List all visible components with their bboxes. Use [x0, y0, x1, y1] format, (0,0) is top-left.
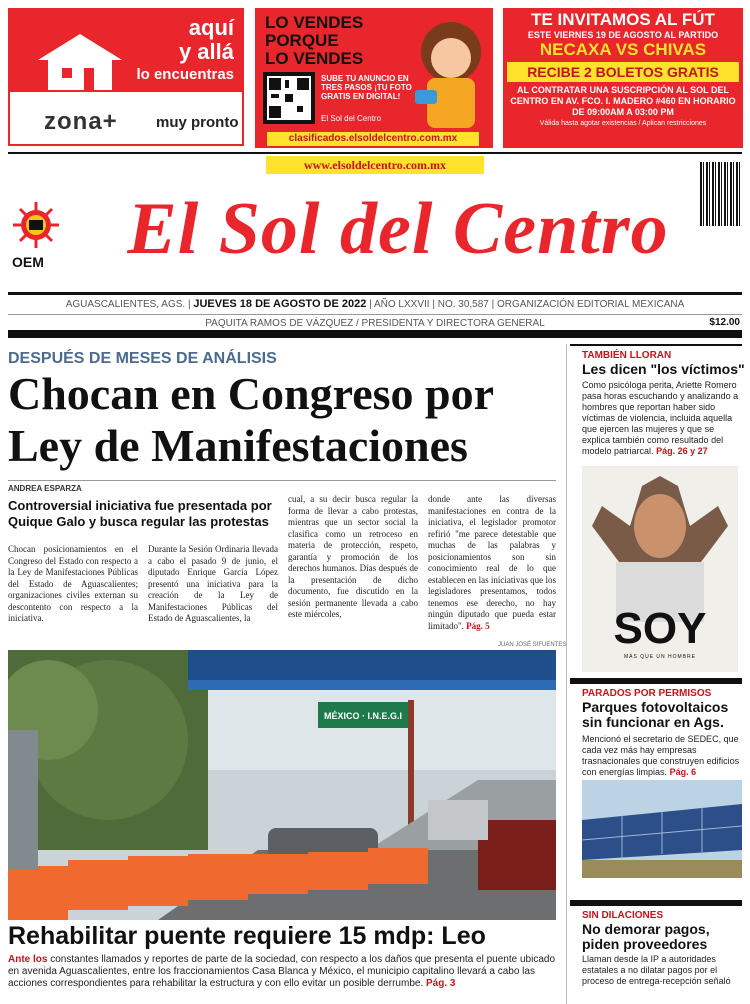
divider — [8, 152, 742, 154]
ad-zona-sub: lo encuentras — [136, 66, 234, 83]
ad-clasificados[interactable] — [255, 8, 493, 148]
solar-panels-photo[interactable] — [582, 780, 742, 878]
woman-illustration-icon — [411, 12, 489, 128]
sidebar-3-headline[interactable]: No demorar pagos, piden proveedores — [582, 921, 710, 952]
ad-zona[interactable] — [8, 8, 244, 146]
article-column-2: Durante la Sesión Ordinaria llevada a cabo el pasado 9 de junio, el diputado Enrique García López presentó una iniciativa para la creación de la Ley de Manifestaciones Públicas del Estado de Aguascalientes, la — [148, 544, 278, 623]
page-ref[interactable]: Pág. 26 y 27 — [656, 446, 708, 456]
main-deck: Controversial iniciativa fue presentada por Quique Galo y busca regular las protestas — [8, 498, 272, 529]
ad-clasificados-sub: SUBE TU ANUNCIO EN TRES PASOS ¡TU FOTO GRATIS EN DIGITAL! — [321, 74, 412, 101]
divider — [8, 480, 556, 481]
second-headline[interactable]: Rehabilitar puente requiere 15 mdp: Leo — [8, 922, 486, 950]
oem-logo: OEM — [12, 254, 44, 270]
page-ref[interactable]: Pág. 6 — [669, 767, 697, 777]
sidebar-2-body: Mencionó el secretario de SEDEC, que cada vez más hay empresas trasnacionales que construyen edificios con energías limpias. Pág. 6 — [582, 734, 740, 777]
website-url[interactable]: www.elsoldelcentro.com.mx — [266, 156, 484, 174]
clasificados-url[interactable]: clasificados.elsoldelcentro.com.mx — [267, 132, 479, 146]
byline: ANDREA ESPARZA — [8, 484, 82, 493]
sidebar-3-body: Llaman desde la IP a autoridades estatales a no dilatar pagos por el proceso de entrega-recepción señaló — [582, 954, 731, 986]
facebook-handle: El Sol del Centro — [321, 114, 382, 123]
photo-credit: JUAN JOSÉ SIFUENTES — [498, 642, 567, 648]
ad-futbol-details: AL CONTRATAR UNA SUSCRIPCIÓN AL SOL DEL CENTRO EN AV. FCO. I. MADERO #460 EN HORARIO DE 09:00AM A 03:00 PM — [510, 85, 736, 117]
article-column-3: cual, a su decir busca regular la forma de llevar a cabo protestas, mientras que un sector social la clasifica como un retroceso en materia de protección, respeto, garantía y promoción de los derechos humanos. Días después de la presentación de dicho documento, fue discutido en la sesión permanente llevada a cabo este miércoles, — [288, 494, 418, 619]
house-icon — [28, 30, 132, 92]
sidebar-1-headline[interactable]: Les dicen "los víctimos" — [582, 361, 745, 377]
zona-logo: zona+ — [44, 108, 118, 135]
sidebar-2-kicker: PARADOS POR PERMISOS — [582, 688, 712, 699]
bridge-photo[interactable] — [8, 650, 556, 920]
divider — [8, 314, 742, 315]
ad-futbol-date: ESTE VIERNES 19 DE AGOSTO AL PARTIDO — [527, 30, 719, 40]
qr-code-icon[interactable] — [263, 72, 315, 124]
divider — [8, 292, 742, 295]
sidebar-1-kicker: TAMBIÉN LLORAN — [582, 350, 672, 361]
newspaper-title[interactable]: El Sol del Centro — [127, 188, 669, 270]
second-body: Ante los constantes llamados y reportes de parte de la sociedad, con respecto a los daños que presenta el puente ubicado en avenida Aguascalientes, entre los fraccionamientos Casa Blanca y México, el municipio capitalino llevará a cabo las acciones correspondientes para rehabilitar la estructura y con ello evitar un posible derrumbe. Pág. 3 — [8, 954, 556, 989]
ad-futbol-match: NECAXA VS CHIVAS — [539, 40, 707, 59]
ad-zona-text: aquí y allá — [178, 15, 234, 64]
divider — [570, 344, 742, 346]
director-line: PAQUITA RAMOS DE VÁZQUEZ / PRESIDENTA Y DIRECTORA GENERAL — [205, 318, 545, 329]
article-column-1: Chocan posicionamientos en el Congreso del Estado con respecto a la Ley de Manifestaciones Públicas del Estado de Aguascalientes; organizaciones civiles externan su descontento con respecto a la iniciativa. — [8, 544, 138, 623]
soy-title: SOY — [613, 604, 707, 653]
sun-logo-icon — [10, 200, 62, 250]
divider-thick — [570, 678, 742, 684]
price: $12.00 — [709, 317, 740, 328]
sidebar-1-body: Como psicóloga perita, Ariette Romero pasa horas escuchando y analizando a hombres que reportan haber sido víctimas de violencia, incluida aquella que ejercen las mujeres y que se explica también como resultado del modelo patriarcal. Pág. 26 y 27 — [582, 380, 739, 456]
sidebar-2-headline[interactable]: Parques fotovoltaicos sin funcionar en Ags. — [582, 699, 729, 730]
column-rule — [566, 344, 567, 1004]
main-kicker: DESPUÉS DE MESES DE ANÁLISIS — [8, 350, 277, 367]
article-column-4: donde ante las diversas manifestaciones en contra de la iniciativa, el legislador promotor refirió "me parece detestable que muchas de las palabras y posicionamientos son sin conocimiento real de lo que establecen en las iniciativas que los legisladores presentamos, todos tenemos ese derecho, no hay ningún diputado que pueda estar limitado". Pág. 5 — [428, 494, 556, 631]
ad-futbol-title: TE INVITAMOS AL FÚT — [531, 10, 715, 29]
sidebar-3-kicker: SIN DILACIONES — [582, 910, 664, 921]
divider-thick — [570, 900, 742, 906]
dateline: AGUASCALIENTES, AGS. | JUEVES 18 DE AGOSTO DE 2022 | AÑO LXXVII | NO. 30,587 | ORGANIZACIÓN EDITORIAL MEXICANA — [65, 298, 685, 310]
ad-futbol-fine: Válida hasta agotar existencias / Aplican restricciones — [539, 120, 707, 127]
ad-futbol[interactable] — [503, 8, 743, 148]
ad-futbol-offer: RECIBE 2 BOLETOS GRATIS — [507, 62, 739, 82]
page-ref[interactable]: Pág. 5 — [466, 620, 490, 631]
ad-clasificados-title: LO VENDES PORQUE LO VENDES — [265, 13, 364, 68]
soy-subtitle: MÁS QUE UN HOMBRE — [623, 654, 696, 660]
main-headline[interactable]: Chocan en Congreso por Ley de Manifestaciones — [8, 368, 494, 471]
page-ref[interactable]: Pág. 3 — [426, 978, 456, 989]
ad-zona-soon: muy pronto — [156, 114, 239, 131]
highway-sign: MÉXICO · I.N.E.G.I — [323, 711, 403, 721]
divider-thick — [8, 330, 742, 338]
